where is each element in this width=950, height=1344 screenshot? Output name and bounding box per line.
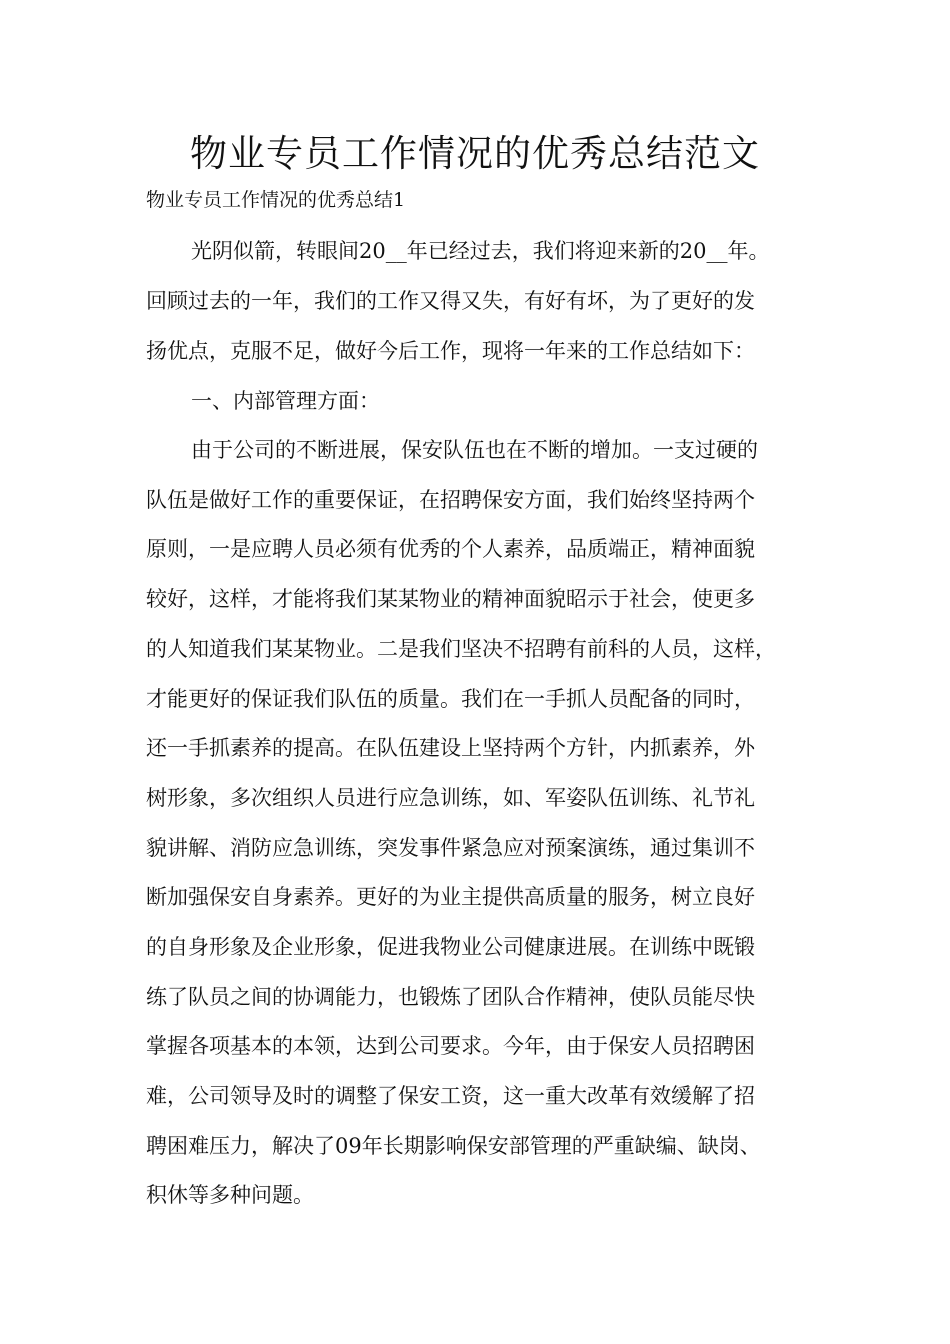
paragraph-line: 的人知道我们某某物业。二是我们坚决不招聘有前科的人员，这样， [146,637,776,661]
document-subtitle: 物业专员工作情况的优秀总结1 [146,189,406,211]
paragraph-line: 原则，一是应聘人员必须有优秀的个人素养，品质端正，精神面貌 [146,537,755,561]
paragraph-line: 树形象，多次组织人员进行应急训练，如、军姿队伍训练、礼节礼 [146,786,755,810]
paragraph-line: 扬优点，克服不足，做好今后工作，现将一年来的工作总结如下： [146,339,755,363]
paragraph-line: 貌讲解、消防应急训练，突发事件紧急应对预案演练，通过集训不 [146,836,755,860]
paragraph-line: 断加强保安自身素养。更好的为业主提供高质量的服务，树立良好 [146,885,755,909]
paragraph-line: 还一手抓素养的提高。在队伍建设上坚持两个方针，内抓素养，外 [146,736,755,760]
paragraph-line: 难，公司领导及时的调整了保安工资，这一重大改革有效缓解了招 [146,1084,755,1108]
paragraph-line: 积休等多种问题。 [146,1183,314,1207]
paragraph-line: 才能更好的保证我们队伍的质量。我们在一手抓人员配备的同时， [146,687,755,711]
paragraph-line: 聘困难压力，解决了09年长期影响保安部管理的严重缺编、缺岗、 [146,1134,761,1158]
document-title: 物业专员工作情况的优秀总结范文 [190,132,760,175]
paragraph-line: 回顾过去的一年，我们的工作又得又失，有好有坏，为了更好的发 [146,289,755,313]
paragraph-line: 的自身形象及企业形象，促进我物业公司健康进展。在训练中既锻 [146,935,755,959]
paragraph-line: 掌握各项基本的本领，达到公司要求。今年，由于保安人员招聘困 [146,1034,755,1058]
paragraph-line: 光阴似箭，转眼间20__年已经过去，我们将迎来新的20__年。 [191,239,770,263]
paragraph-line: 由于公司的不断进展，保安队伍也在不断的增加。一支过硬的 [191,438,758,462]
section-heading: 一、内部管理方面： [191,389,380,413]
paragraph-line: 队伍是做好工作的重要保证，在招聘保安方面，我们始终坚持两个 [146,488,755,512]
paragraph-line: 较好，这样，才能将我们某某物业的精神面貌昭示于社会，使更多 [146,587,755,611]
paragraph-line: 练了队员之间的协调能力，也锻炼了团队合作精神，使队员能尽快 [146,985,755,1009]
